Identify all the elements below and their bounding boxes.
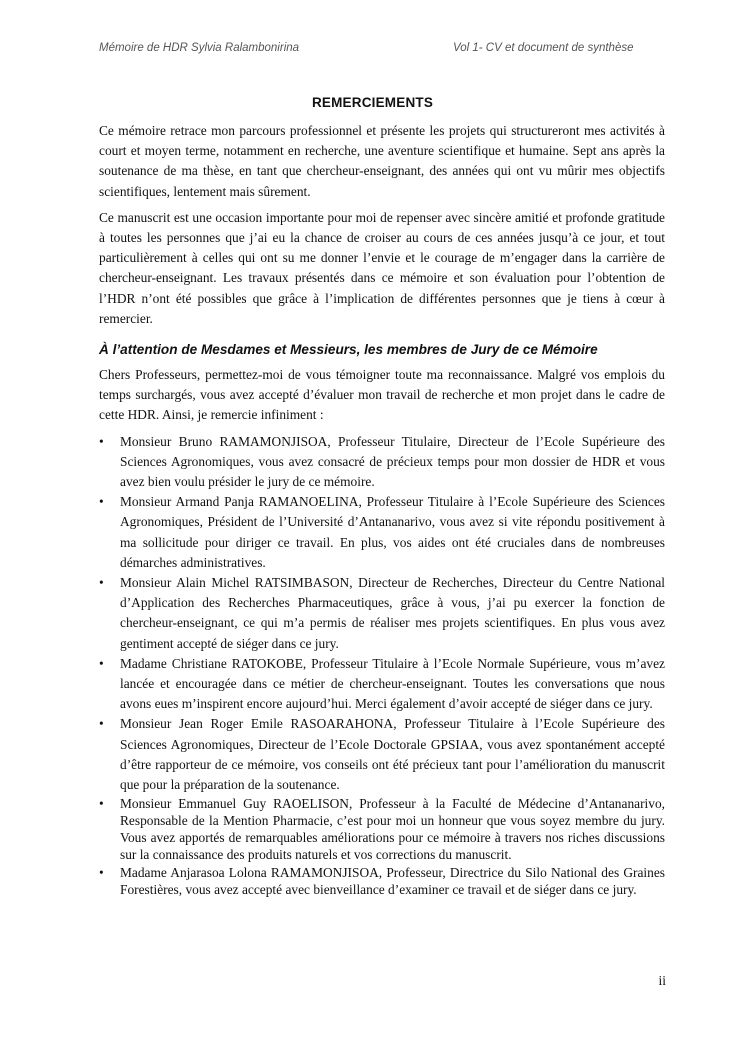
list-item	[99, 654, 665, 715]
list-item-text: Monsieur Bruno RAMAMONJISOA, Professeur Titulaire, Directeur de l’Ecole Supérieure des Sciences Agronomiques, vous avez consacré de précieux temps pour mon dossier de HDR et vous avez bien voulu présider le jury de ce mémoire.	[120, 433, 665, 490]
list-item	[99, 492, 665, 573]
section-heading: À l’attention de Mesdames et Messieurs, les membres de Jury de ce Mémoire	[99, 342, 598, 358]
bullet-icon: •	[99, 865, 104, 881]
list-item	[99, 864, 665, 899]
intro-paragraph: Chers Professeurs, permettez-moi de vous témoigner toute ma reconnaissance. Malgré vos emplois du temps surchargés, vous avez accepté d’évaluer mon travail de recherche et mon projet dans le cadre de cette HDR. Ainsi, je remercie infiniment :	[99, 367, 665, 423]
list-item-text: Monsieur Alain Michel RATSIMBASON, Directeur de Recherches, Directeur du Centre National d’Application des Recherches Pharmaceutiques, grâce à vous, j’ai pu exercer la fonction de chercheur-enseignant, ce qui m’a permis de réaliser mes projets scientifiques. En plus vous avez gentiment accepté de siéger dans ce jury.	[120, 575, 665, 651]
page-title: REMERCIEMENTS	[311, 95, 434, 110]
list-item-text: Madame Anjarasoa Lolona RAMAMONJISOA, Professeur, Directrice du Silo National des Graines Forestières, vous avez accepté avec bienveillance d’examiner ce travail et de siéger dans ce jury.	[120, 865, 665, 898]
bullet-icon: •	[99, 494, 104, 510]
list-item-text: Monsieur Armand Panja RAMANOELINA, Professeur Titulaire à l’Ecole Supérieure des Sciences Agronomiques, Président de l’Université d’Antananarivo, vous avez si vite répondu positivement à ma sollicitude pour diriger ce travail. En plus, vos aides ont été cruciales dans de nombreuses démarches administratives.	[120, 494, 665, 570]
list-item	[99, 714, 665, 795]
list-item-text: Madame Christiane RATOKOBE, Professeur Titulaire à l’Ecole Normale Supérieure, vous m’avez lancée et encouragée dans ce métier de chercheur-enseignant. Toutes les conversations que nous avons eues m’inspirent encore aujourd’hui. Merci également d’avoir accepté de siéger dans ce jury.	[120, 655, 665, 712]
bullet-icon: •	[99, 796, 104, 812]
paragraph: Ce mémoire retrace mon parcours professionnel et présente les projets qui structureront mes activités à court et moyen terme, notamment en recherche, une aventure scientifique et humaine. Sept ans après la soutenance de ma thèse, en tant que chercheur-enseignant, des années qui ont vu mûrir mes objectifs scientifiques, lentement mais sûrement.	[99, 123, 665, 199]
paragraph: Ce manuscrit est une occasion importante pour moi de repenser avec sincère amitié et profonde gratitude à toutes les personnes que j’ai eu la chance de croiser au cours de ces années jusqu’à ce jour, et tout particulièrement à celles qui ont su me donner l’envie et le courage de m’engager dans la carrière de chercheur-enseignant. Les travaux présentés dans ce mémoire et son évaluation pour l’obtention de l’HDR n’ont été possibles que grâce à l’implication de différentes personnes que je tiens à cœur à remercier.	[99, 209, 665, 326]
list-item	[99, 795, 665, 864]
list-item-text: Monsieur Emmanuel Guy RAOELISON, Professeur à la Faculté de Médecine d’Antananarivo, Responsable de la Mention Pharmacie, c’est pour moi un honneur que vous soyez membre du jury. Vous avez apportés de remarquables améliorations pour ce mémoire à travers nos riches discussions sur la connaissance des produits naturels et vos corrections du manuscrit.	[120, 796, 665, 863]
bullet-icon: •	[99, 655, 104, 671]
bullet-icon: •	[99, 433, 104, 449]
bullet-icon: •	[99, 575, 104, 591]
header-author: Mémoire de HDR Sylvia Ralambonirina	[99, 42, 300, 54]
bullet-icon: •	[99, 716, 104, 732]
list-item-text: Monsieur Jean Roger Emile RASOARAHONA, Professeur Titulaire à l’Ecole Supérieure des Sciences Agronomiques, Directeur de l’Ecole Doctorale GPSIAA, vous avez spontanément accepté d’être rapporteur de ce mémoire, vos conseils ont été précieux tant pour l’amélioration du manuscrit que pour la préparation de la soutenance.	[120, 716, 665, 793]
page-number: ii	[658, 973, 666, 988]
list-item	[99, 573, 665, 654]
document-body	[99, 121, 665, 899]
jury-list	[99, 432, 665, 900]
list-item	[99, 432, 665, 493]
header-volume: Vol 1- CV et document de synthèse	[453, 42, 634, 54]
